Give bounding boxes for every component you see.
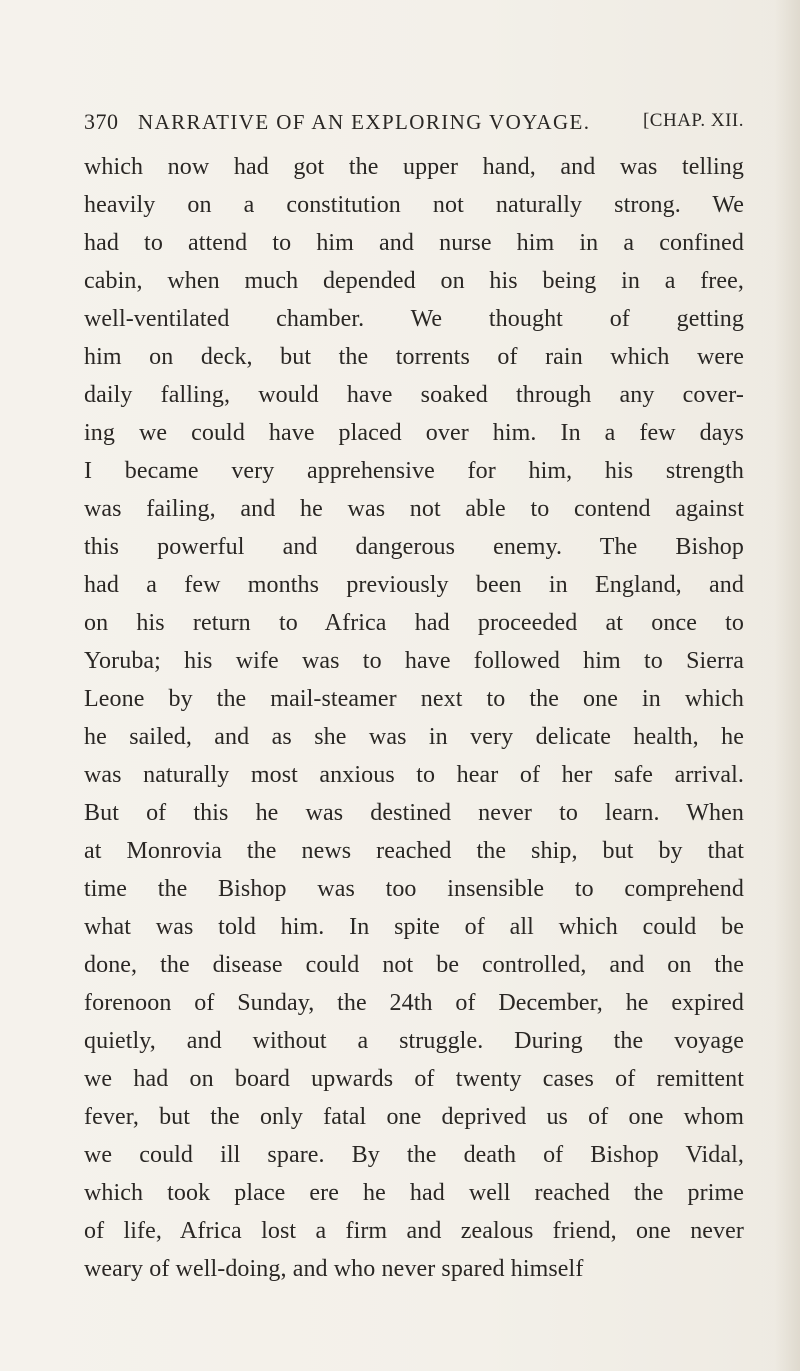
text-line: we had on board upwards of twenty cases of remittent <box>84 1066 744 1092</box>
text-line: of life, Africa lost a firm and zealous friend, one never <box>84 1218 744 1244</box>
text-line: weary of well-doing, and who never spared himself <box>84 1256 584 1282</box>
text-line: was naturally most anxious to hear of her safe arrival. <box>84 762 744 788</box>
text-line: what was told him. In spite of all which could be <box>84 914 744 940</box>
text-line: him on deck, but the torrents of rain which were <box>84 344 744 370</box>
page-edge-shadow <box>774 0 800 1371</box>
text-line: which took place ere he had well reached the prime <box>84 1180 744 1206</box>
text-line: forenoon of Sunday, the 24th of December, he expired <box>84 990 744 1016</box>
text-line: which now had got the upper hand, and was telling <box>84 154 744 180</box>
body-text <box>84 148 744 1288</box>
text-line: fever, but the only fatal one deprived us of one whom <box>84 1104 744 1130</box>
running-title: NARRATIVE OF AN EXPLORING VOYAGE. <box>138 110 591 134</box>
text-line: we could ill spare. By the death of Bishop Vidal, <box>84 1142 744 1168</box>
text-line: he sailed, and as she was in very delicate health, he <box>84 724 744 750</box>
text-line: Leone by the mail-steamer next to the one in which <box>84 686 744 712</box>
text-line: time the Bishop was too insensible to comprehend <box>84 876 744 902</box>
text-line: done, the disease could not be controlled, and on the <box>84 952 744 978</box>
text-line: this powerful and dangerous enemy. The Bishop <box>84 534 744 560</box>
text-line: on his return to Africa had proceeded at once to <box>84 610 744 636</box>
text-line: at Monrovia the news reached the ship, but by that <box>84 838 744 864</box>
page-number: 370 <box>84 109 119 134</box>
text-line: had a few months previously been in England, and <box>84 572 744 598</box>
text-line: But of this he was destined never to learn. When <box>84 800 744 826</box>
text-line: was failing, and he was not able to contend against <box>84 496 744 522</box>
text-line: heavily on a constitution not naturally strong. We <box>84 192 744 218</box>
text-line: ing we could have placed over him. In a few days <box>84 420 744 446</box>
text-line: Yoruba; his wife was to have followed him to Sierra <box>84 648 744 674</box>
chapter-reference: [CHAP. XII. <box>642 110 744 131</box>
text-line: well-ventilated chamber. We thought of getting <box>84 306 744 332</box>
text-line: quietly, and without a struggle. During the voyage <box>84 1028 744 1054</box>
running-header <box>84 109 744 139</box>
text-line: I became very apprehensive for him, his strength <box>84 458 744 484</box>
text-line: daily falling, would have soaked through any cover- <box>84 382 744 408</box>
text-line: had to attend to him and nurse him in a confined <box>84 230 744 256</box>
text-line: cabin, when much depended on his being in a free, <box>84 268 744 294</box>
